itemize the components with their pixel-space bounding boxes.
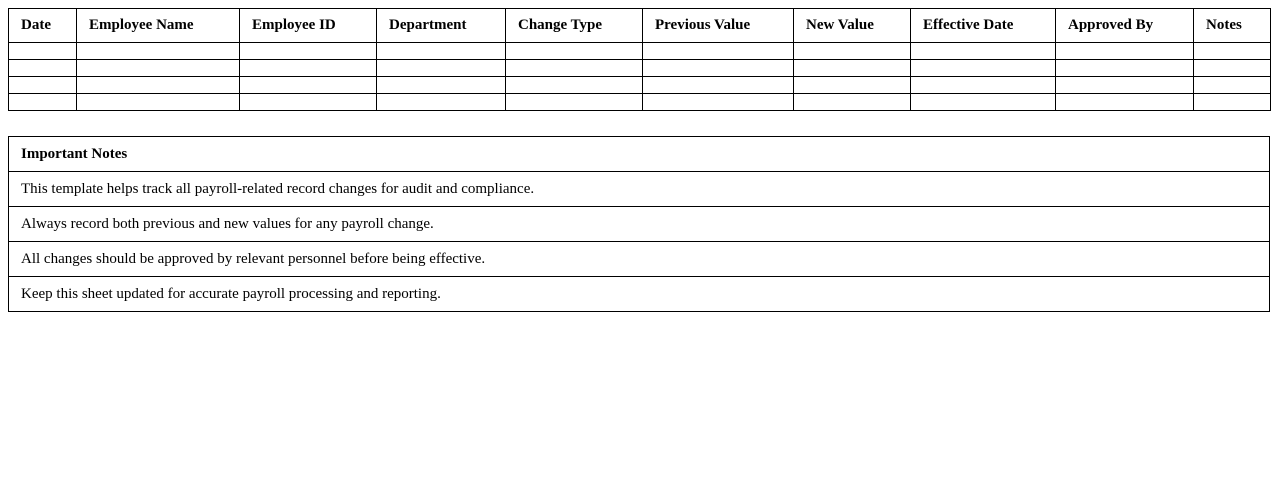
table-cell[interactable] [506,43,643,60]
header-notes: Notes [1194,9,1271,43]
important-notes-table [8,136,1270,312]
table-cell[interactable] [1056,60,1194,77]
table-cell[interactable] [643,43,794,60]
table-cell[interactable] [911,94,1056,111]
header-previous-value: Previous Value [643,9,794,43]
note-text: This template helps track all payroll-related record changes for audit and compliance. [9,172,1270,207]
table-cell[interactable] [377,77,506,94]
table-cell[interactable] [1056,77,1194,94]
table-cell[interactable] [643,77,794,94]
table-row [9,94,1271,111]
table-cell[interactable] [9,94,77,111]
table-row [9,77,1271,94]
table-cell[interactable] [506,94,643,111]
table-header-row [9,9,1271,43]
table-cell[interactable] [1194,94,1271,111]
list-item [9,277,1270,312]
table-cell[interactable] [506,60,643,77]
note-text: Always record both previous and new values for any payroll change. [9,207,1270,242]
header-approved-by: Approved By [1056,9,1194,43]
table-cell[interactable] [1194,60,1271,77]
table-cell[interactable] [911,60,1056,77]
header-new-value: New Value [794,9,911,43]
table-cell[interactable] [911,77,1056,94]
table-cell[interactable] [377,94,506,111]
table-cell[interactable] [1194,43,1271,60]
table-cell[interactable] [77,77,240,94]
table-cell[interactable] [240,60,377,77]
table-cell[interactable] [794,60,911,77]
list-item [9,172,1270,207]
header-employee-name: Employee Name [77,9,240,43]
table-cell[interactable] [240,94,377,111]
table-cell[interactable] [240,43,377,60]
payroll-change-log-table [8,8,1271,111]
header-date: Date [9,9,77,43]
table-row [9,43,1271,60]
table-cell[interactable] [377,43,506,60]
table-cell[interactable] [911,43,1056,60]
table-cell[interactable] [794,43,911,60]
table-cell[interactable] [240,77,377,94]
table-cell[interactable] [1194,77,1271,94]
table-cell[interactable] [9,43,77,60]
table-cell[interactable] [77,60,240,77]
note-text: All changes should be approved by relevant personnel before being effective. [9,242,1270,277]
table-cell[interactable] [1056,43,1194,60]
table-cell[interactable] [77,94,240,111]
list-item [9,207,1270,242]
table-row [9,60,1271,77]
table-cell[interactable] [794,77,911,94]
table-cell[interactable] [377,60,506,77]
list-item [9,242,1270,277]
table-cell[interactable] [9,77,77,94]
table-cell[interactable] [1056,94,1194,111]
table-cell[interactable] [506,77,643,94]
table-cell[interactable] [9,60,77,77]
header-department: Department [377,9,506,43]
header-employee-id: Employee ID [240,9,377,43]
table-cell[interactable] [643,94,794,111]
header-effective-date: Effective Date [911,9,1056,43]
header-change-type: Change Type [506,9,643,43]
notes-header-row [9,137,1270,172]
note-text: Keep this sheet updated for accurate payroll processing and reporting. [9,277,1270,312]
table-cell[interactable] [794,94,911,111]
table-cell[interactable] [77,43,240,60]
notes-title: Important Notes [9,137,1270,172]
table-cell[interactable] [643,60,794,77]
